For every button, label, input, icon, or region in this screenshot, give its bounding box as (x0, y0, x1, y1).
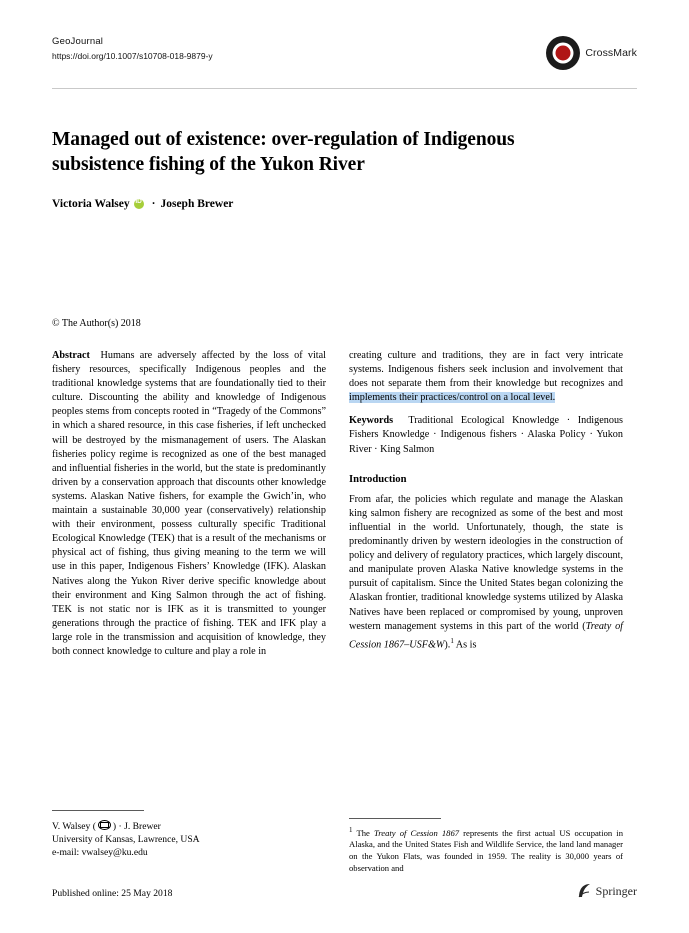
introduction-text-3: As is (453, 639, 477, 651)
author-name-2: Joseph Brewer (160, 198, 234, 210)
footnote-italic-title: Treaty of Cession 1867 (373, 827, 460, 838)
abstract-paragraph (52, 349, 326, 659)
abstract-label: Abstract (52, 350, 90, 361)
doi-link[interactable]: https://doi.org/10.1007/s10708-018-9879-y (52, 51, 213, 61)
correspondence-affiliation: University of Kansas, Lawrence, USA (52, 834, 200, 845)
copyright-line: © The Author(s) 2018 (52, 318, 141, 329)
crossmark-logo-icon (546, 36, 580, 70)
header-divider (52, 88, 637, 89)
abstract-highlighted-text: implements their practices/control on a local level. (349, 392, 556, 404)
introduction-text-2: ). (444, 639, 451, 651)
introduction-paragraph (349, 493, 623, 652)
keywords-label: Keywords (349, 415, 394, 427)
introduction-text-1: From afar, the policies which regulate and manage the Alaskan king salmon fishery are recognized as some of the best and most influential in the world. Unfortunately, though, the state is predominantly driven by western ideologies in the construction of policy and delivery of regulatory practices, which largely discount, and manipulate proven Alaska Native knowledge systems in the pursuit of capitalism. Since the United States began colonizing the Alaskan frontier, traditional knowledge systems utilized by Alaska Natives have been replaced or compromised by young, unproven western management systems in this part of the world ( (349, 493, 623, 632)
crossmark-label: CrossMark (585, 47, 637, 59)
author-list (52, 198, 592, 210)
correspondence-divider (52, 810, 144, 811)
correspondence-block (52, 820, 326, 859)
abstract-text-part-1: Humans are adversely affected by the loss of vital fishery resources, specifically Indigenous peoples and the traditional knowledge systems that are foundationally tied to their culture. Discounting the ability and knowledge of Indigenous peoples stems from concepts rooted in “Tragedy of the Commons” in which a shared resource, in this case fisheries, if left unchecked will be destroyed by the mismanagement of users. The Alaskan fisheries policy regime is recognized as one of the best managed and influential fisheries in the world, but the state is predominantly driven by a conservation approach that discounts other knowledge systems. Alaskan Native fishers, for example the Gwich’in, who maintain a sustainable 30,000 year (conservatively) relationship with their environment, possess culturally specific Traditional Ecological Knowledge (TEK) that is a result of the mechanisms or physical act of fishing, thus giving meaning to the term we will use in this paper, Indigenous Fishers’ Knowledge (IFK). Alaskan Natives along the Yukon River derive specific knowledge about their environment and King Salmon through the act of fishing. TEK is not static nor is IFK as it is transmitted to younger generations through the practice of fishing. TEK and IFK play a large role in the transmission and acquisition of knowledge, they both connect knowledge to culture and play a role in (52, 350, 326, 657)
author-separator: · (151, 198, 156, 210)
envelope-icon (98, 820, 111, 830)
orcid-id-icon[interactable] (134, 199, 144, 209)
section-heading-introduction: Introduction (349, 473, 407, 485)
abstract-text-part-2: creating culture and traditions, they are in fact very intricate systems. Indigenous fishers seek inclusion and involvement that does not separate them from their knowledge but recognizes and (349, 350, 623, 390)
journal-name: GeoJournal (52, 36, 104, 47)
springer-logo-icon (577, 883, 592, 899)
correspondence-line-1a: V. Walsey ( (52, 821, 96, 832)
page-header (52, 36, 637, 88)
footnote-text-after: represents the first actual US occupation in Alaska, and the United States Fish and Wildlife Service, the land land manager on the Yukon Flats, was founded in 1959. The reality is 30,000 years of observation and (349, 827, 623, 873)
footnote-text-before: The (356, 827, 374, 838)
paper-sheet (38, 22, 651, 912)
footnote-marker: 1 (349, 826, 353, 834)
crossmark-badge[interactable] (546, 36, 637, 70)
correspondence-line-1b: ) · J. Brewer (112, 821, 161, 832)
publisher-logo (577, 883, 637, 899)
correspondence-authors (52, 820, 326, 833)
keywords-list: Traditional Ecological Knowledge · Indigenous Fishers Knowledge · Indigenous fishers · Alaska Policy · Yukon River · King Salmon (349, 415, 623, 455)
publisher-name: Springer (595, 883, 637, 898)
column-left (52, 349, 326, 659)
keywords-block (349, 414, 623, 456)
published-date: Published online: 25 May 2018 (52, 888, 173, 899)
abstract-continued (349, 349, 623, 405)
footnote-block (349, 825, 623, 874)
column-right (349, 349, 623, 652)
page-title: Managed out of existence: over-regulation of Indigenous subsistence fishing of the Yukon River (52, 129, 515, 175)
footnote-divider (349, 818, 441, 819)
author-name-1: Victoria Walsey (52, 198, 130, 210)
footnote-reference[interactable]: 1 (450, 636, 454, 645)
introduction-citation: Treaty of Cession 1867–USF&W (349, 620, 623, 651)
correspondence-email[interactable]: e-mail: vwalsey@ku.edu (52, 847, 148, 858)
